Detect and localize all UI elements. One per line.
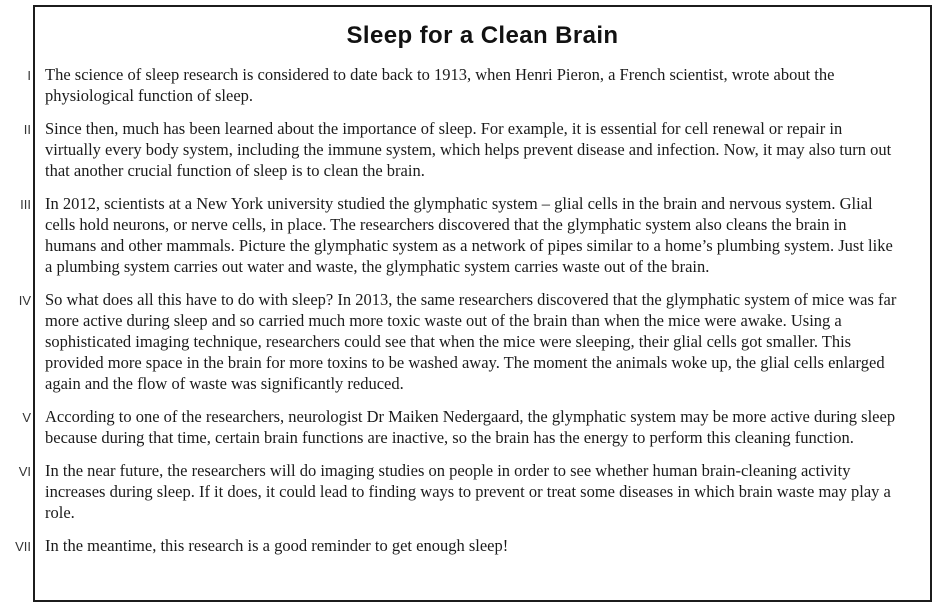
paragraph-text: According to one of the researchers, neurologist Dr Maiken Nedergaard, the glymphatic system may be more active during sleep because during that time, certain brain functions are inactive, so the brain has the energy to perform this cleaning function.: [45, 407, 896, 447]
passage-title: Sleep for a Clean Brain: [346, 22, 619, 49]
paragraph-list: [0, 64, 932, 557]
paragraph-numeral: V: [22, 410, 31, 425]
paragraph-numeral: II: [23, 122, 31, 137]
paragraph-row-6: [0, 460, 932, 523]
paragraph-numeral: VII: [15, 539, 31, 554]
paragraph-row-1: [0, 64, 932, 106]
paragraph-numeral: IV: [18, 293, 31, 308]
paragraph-row-7: [0, 535, 932, 557]
paragraph-text: In the meantime, this research is a good reminder to get enough sleep!: [45, 536, 509, 555]
paragraph-numeral: VI: [18, 464, 31, 479]
paragraph-text: In the near future, the researchers will do imaging studies on people in order to see whether human brain-cleaning activity increases during sleep. If it does, it could lead to finding ways to prevent or treat some diseases in which brain waste may play a role.: [45, 461, 891, 522]
paragraph-text: The science of sleep research is considered to date back to 1913, when Henri Pieron, a French scientist, wrote about the physiological function of sleep.: [45, 65, 835, 105]
paragraph-row-5: [0, 406, 932, 448]
paragraph-row-4: [0, 289, 932, 394]
paragraph-text: In 2012, scientists at a New York university studied the glymphatic system – glial cells in the brain and nervous system. Glial cells hold neurons, or nerve cells, in place. The researchers discovered that the glymphatic system also cleans the brain in humans and other mammals. Picture the glymphatic system as a network of pipes similar to a home’s plumbing system. Just like a plumbing system carries out water and waste, the glymphatic system carries waste out of the brain.: [45, 194, 893, 276]
paragraph-numeral: III: [20, 197, 31, 212]
paragraph-text: Since then, much has been learned about the importance of sleep. For example, it is essential for cell renewal or repair in virtually every body system, including the immune system, which helps prevent disease and infection. Now, it may also turn out that another crucial function of sleep is to clean the brain.: [45, 119, 892, 180]
paragraph-row-3: [0, 193, 932, 277]
paragraph-row-2: [0, 118, 932, 181]
passage-content: [0, 5, 932, 557]
paragraph-numeral: I: [27, 68, 31, 83]
paragraph-text: So what does all this have to do with sleep? In 2013, the same researchers discovered that the glymphatic system of mice was far more active during sleep and so carried much more toxic waste out of the brain than when the mice were awake. Using a sophisticated imaging technique, researchers could see that when the mice were sleeping, their glial cells got smaller. This provided more space in the brain for more toxins to be washed away. The moment the animals woke up, the glial cells enlarged again and the flow of waste was significantly reduced.: [45, 290, 897, 393]
